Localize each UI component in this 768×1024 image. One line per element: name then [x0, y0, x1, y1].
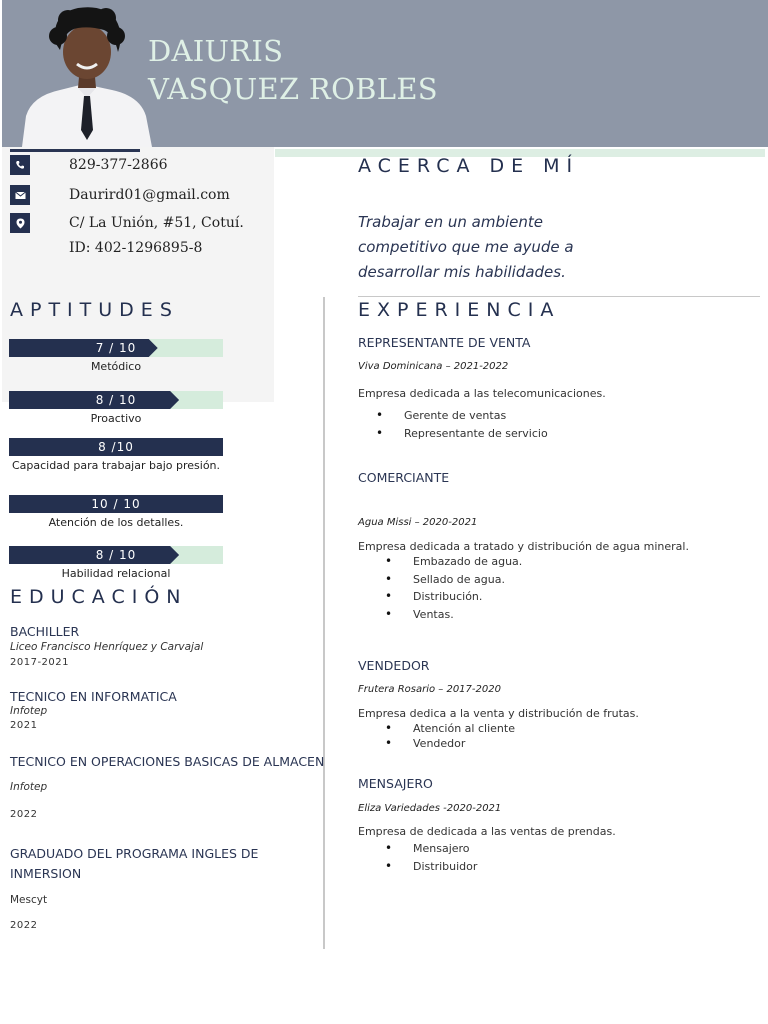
- job-duty: • Embazado de agua.: [413, 553, 758, 571]
- job-company: Eliza Variedades -2020-2021: [358, 803, 502, 814]
- experience-item: [358, 658, 758, 751]
- experience-item: [358, 776, 758, 875]
- job-company: Frutera Rosario – 2017-2020: [358, 684, 501, 695]
- education-item: [10, 689, 177, 731]
- job-description: Empresa dedica a la venta y distribución de frutas.: [358, 707, 639, 720]
- education-degree: TECNICO EN OPERACIONES BASICAS DE ALMACEN: [10, 754, 325, 769]
- full-name: [148, 32, 438, 108]
- job-duty: • Ventas.: [413, 606, 758, 624]
- column-divider: [323, 297, 325, 949]
- contact-phone: [10, 155, 168, 175]
- address-text: C/ La Unión, #51, Cotuí.: [69, 215, 244, 231]
- about-divider: [358, 296, 760, 297]
- job-description: Empresa dedicada a tratado y distribución de agua mineral.: [358, 540, 689, 553]
- education-title: EDUCACIÓN: [10, 586, 188, 608]
- education-year: 2022: [10, 809, 38, 820]
- job-duties: [413, 721, 758, 751]
- skill-score: 8 / 10: [95, 548, 137, 562]
- phone-icon: [10, 155, 30, 175]
- experience-item: [358, 470, 758, 623]
- contact-address: [10, 213, 244, 233]
- skill-bar-track: [9, 546, 223, 564]
- job-duties: [413, 553, 758, 623]
- education-item: [10, 844, 280, 931]
- skill-label: Proactivo: [90, 412, 142, 425]
- job-description: Empresa de dedicada a las ventas de prendas.: [358, 825, 616, 838]
- phone-text: 829-377-2866: [69, 157, 168, 173]
- job-title: VENDEDOR: [358, 658, 430, 673]
- about-text: Trabajar en un ambiente competitivo que me ayude a desarrollar mis habilidades.: [358, 213, 574, 281]
- job-duties: [413, 840, 758, 875]
- skill-score: 8 / 10: [95, 393, 137, 407]
- job-company: Viva Dominicana – 2021-2022: [358, 361, 509, 372]
- job-duty: • Representante de servicio: [404, 425, 758, 443]
- contact-email: [10, 185, 230, 205]
- education-degree: BACHILLER: [10, 624, 80, 639]
- skill-bar-track: [9, 438, 223, 456]
- email-text: Daurird01@gmail.com: [69, 187, 230, 203]
- education-year: 2021: [10, 720, 38, 731]
- location-pin-icon: [10, 213, 30, 233]
- job-duties: [404, 407, 758, 442]
- skill-label: Habilidad relacional: [61, 567, 171, 580]
- skills-title: APTITUDES: [10, 299, 179, 321]
- experience-title: EXPERIENCIA: [358, 299, 561, 321]
- skill-score: 10 / 10: [91, 497, 141, 511]
- job-title: COMERCIANTE: [358, 470, 450, 485]
- job-duty: • Mensajero: [413, 840, 758, 858]
- education-degree: GRADUADO DEL PROGRAMA INGLES DE INMERSION: [10, 846, 259, 881]
- skill-item: [9, 391, 223, 425]
- id-text: ID: 402-1296895-8: [69, 240, 203, 256]
- job-company: Agua Missi – 2020-2021: [358, 517, 478, 528]
- education-institution: Infotep: [10, 781, 48, 793]
- experience-item: [358, 335, 758, 442]
- mail-icon: [10, 185, 30, 205]
- skill-label: Atención de los detalles.: [48, 516, 184, 529]
- name-line-1: DAIURIS: [148, 34, 284, 68]
- skill-item: [9, 495, 223, 529]
- skill-score: 8 /10: [98, 440, 134, 454]
- skill-bar-track: [9, 339, 223, 357]
- education-year: 2017-2021: [10, 657, 70, 668]
- about-title: ACERCA DE MÍ: [358, 155, 580, 177]
- name-line-2: VASQUEZ ROBLES: [148, 72, 438, 106]
- skill-label: Metódico: [90, 360, 142, 373]
- job-duty: • Distribuidor: [413, 858, 758, 876]
- skill-score: 7 / 10: [95, 341, 137, 355]
- job-title: REPRESENTANTE DE VENTA: [358, 335, 531, 350]
- skill-item: [9, 339, 223, 373]
- skill-item: [9, 546, 223, 580]
- skill-bar-track: [9, 391, 223, 409]
- contact-accent-line: [10, 149, 140, 152]
- profile-photo: [20, 4, 154, 147]
- education-item: [10, 624, 203, 668]
- education-year: 2022: [10, 920, 38, 931]
- job-duty: • Gerente de ventas: [404, 407, 758, 425]
- education-degree: TECNICO EN INFORMATICA: [10, 689, 177, 704]
- education-institution: Infotep: [10, 705, 48, 717]
- skill-bar-track: [9, 495, 223, 513]
- education-institution: Liceo Francisco Henríquez y Carvajal: [10, 641, 204, 653]
- education-institution: Mescyt: [10, 894, 48, 906]
- job-duty: • Vendedor: [413, 736, 758, 751]
- job-duty: • Distribución.: [413, 588, 758, 606]
- job-description: Empresa dedicada a las telecomunicaciones.: [358, 387, 606, 400]
- skill-item: [9, 438, 223, 472]
- contact-id: [69, 240, 202, 256]
- job-duty: • Sellado de agua.: [413, 571, 758, 589]
- job-duty: • Atención al cliente: [413, 721, 758, 736]
- skill-label: Capacidad para trabajar bajo presión.: [11, 459, 221, 472]
- education-item: [10, 754, 324, 820]
- job-title: MENSAJERO: [358, 776, 433, 791]
